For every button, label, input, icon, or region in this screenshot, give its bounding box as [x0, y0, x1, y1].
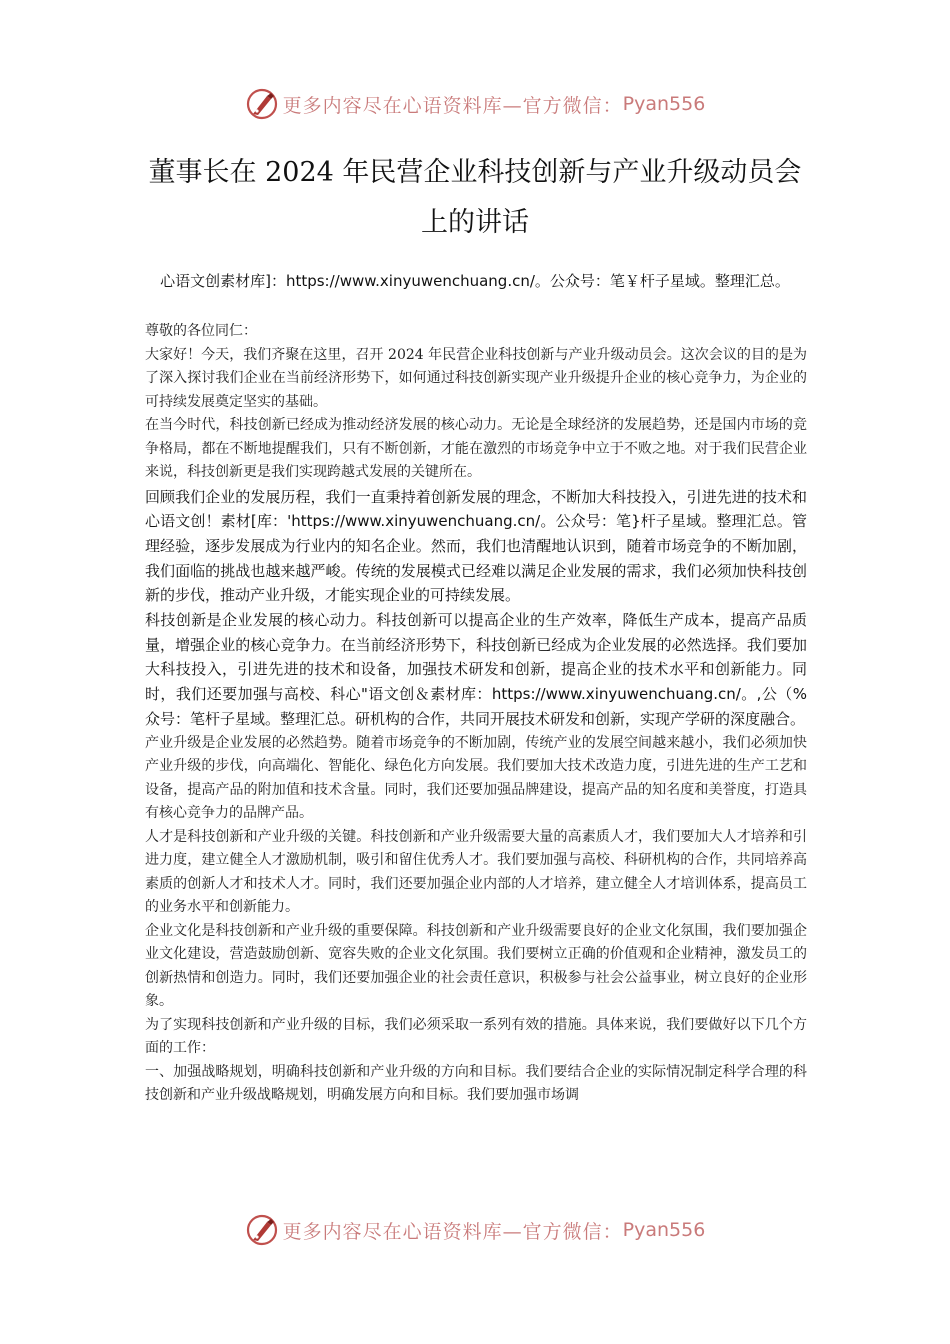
document-body	[145, 320, 807, 1108]
paragraph-tech-innovation: 科技创新是企业发展的核心动力。科技创新可以提高企业的生产效率，降低生产成本，提高产品质量，增强企业的核心竞争力。在当前经济形势下，科技创新已经成为企业发展的必然选择。我们要加大科技投入，引进先进的技术和设备，加强技术研发和创新，提高企业的技术水平和创新能力。同时，我们还要加强与高校、科心"语文创＆素材库：https://www.xinyuwenchuang.cn/。,公（%众号：笔杆子星域。整理汇总。研机构的合作，共同开展技术研发和创新，实现产学研的深度融合。	[145, 611, 807, 728]
document-title: 董事长在 2024 年民营企业科技创新与产业升级动员会上的讲话	[148, 157, 802, 238]
source-line: 心语文创素材库]：https://www.xinyuwenchuang.cn/。公众号：笔￥杆子星域。整理汇总。	[160, 272, 790, 290]
paragraph-culture: 企业文化是科技创新和产业升级的重要保障。科技创新和产业升级需要良好的企业文化氛围，我们要加强企业文化建设，营造鼓励创新、宽容失败的企业文化氛围。我们要树立正确的价值观和企业精神，激发员工的创新热情和创造力。同时，我们还要加强企业的社会责任意识，积极参与社会公益事业，树立良好的企业形象。	[145, 922, 807, 1010]
banner-wechat-id: Pyan556	[622, 93, 706, 115]
paragraph-history: 回顾我们企业的发展历程，我们一直秉持着创新发展的理念，不断加大科技投入，引进先进的技术和心语文创！素材[库：'https://www.xinyuwenchuang.cn/。公众号：笔}杆子星域。整理汇总。管理经验，逐步发展成为行业内的知名企业。然而，我们也清醒地认识到，随着市场竞争的不断加剧，我们面临的挑战也越来越严峻。传统的发展模式已经难以满足企业发展的需求，我们必须加快科技创新的步伐，推动产业升级，才能实现企业的可持续发展。	[145, 487, 807, 605]
banner-text: 更多内容尽在心语资料库—官方微信：	[282, 94, 623, 117]
paragraph-era: 在当今时代，科技创新已经成为推动经济发展的核心动力。无论是全球经济的发展趋势，还是国内市场的竞争格局，都在不断地提醒我们，只有不断创新，才能在激烈的市场竞争中立于不败之地。对于我们民营企业来说，科技创新更是我们实现跨越式发展的关键所在。	[145, 417, 807, 480]
paragraph-measures: 为了实现科技创新和产业升级的目标，我们必须采取一系列有效的措施。具体来说，我们要做好以下几个方面的工作：	[145, 1016, 807, 1057]
footer-banner	[0, 1208, 950, 1252]
pen-nib-icon	[245, 1213, 279, 1247]
paragraph-opening: 大家好！今天，我们齐聚在这里，召开 2024 年民营企业科技创新与产业升级动员会。这次会议的目的是为了深入探讨我们企业在当前经济形势下，如何通过科技创新实现产业升级提升企业的核心竞争力，为企业的可持续发展奠定坚实的基础。	[145, 346, 807, 410]
header-banner	[0, 82, 950, 126]
banner-wechat-id: Pyan556	[622, 1219, 706, 1241]
paragraph-industry-upgrade: 产业升级是企业发展的必然趋势。随着市场竞争的不断加剧，传统产业的发展空间越来越小，我们必须加快产业升级的步伐，向高端化、智能化、绿色化方向发展。我们要加大技术改造力度，引进先进的生产工艺和设备，提高产品的附加值和技术含量。同时，我们还要加强品牌建设，提高产品的知名度和美誉度，打造具有核心竞争力的品牌产品。	[145, 734, 807, 822]
salutation: 尊敬的各位同仁：	[145, 323, 257, 339]
paragraph-talent: 人才是科技创新和产业升级的关键。科技创新和产业升级需要大量的高素质人才，我们要加大人才培养和引进力度，建立健全人才激励机制，吸引和留住优秀人才。我们要加强与高校、科研机构的合作，共同培养高素质的创新人才和技术人才。同时，我们还要加强企业内部的人才培养，建立健全人才培训体系，提高员工的业务水平和创新能力。	[145, 828, 807, 916]
banner-text: 更多内容尽在心语资料库—官方微信：	[282, 1220, 623, 1243]
pen-nib-icon	[245, 87, 279, 121]
paragraph-strategy: 一、加强战略规划，明确科技创新和产业升级的方向和目标。我们要结合企业的实际情况制定科学合理的科技创新和产业升级战略规划，明确发展方向和目标。我们要加强市场调	[145, 1063, 807, 1104]
